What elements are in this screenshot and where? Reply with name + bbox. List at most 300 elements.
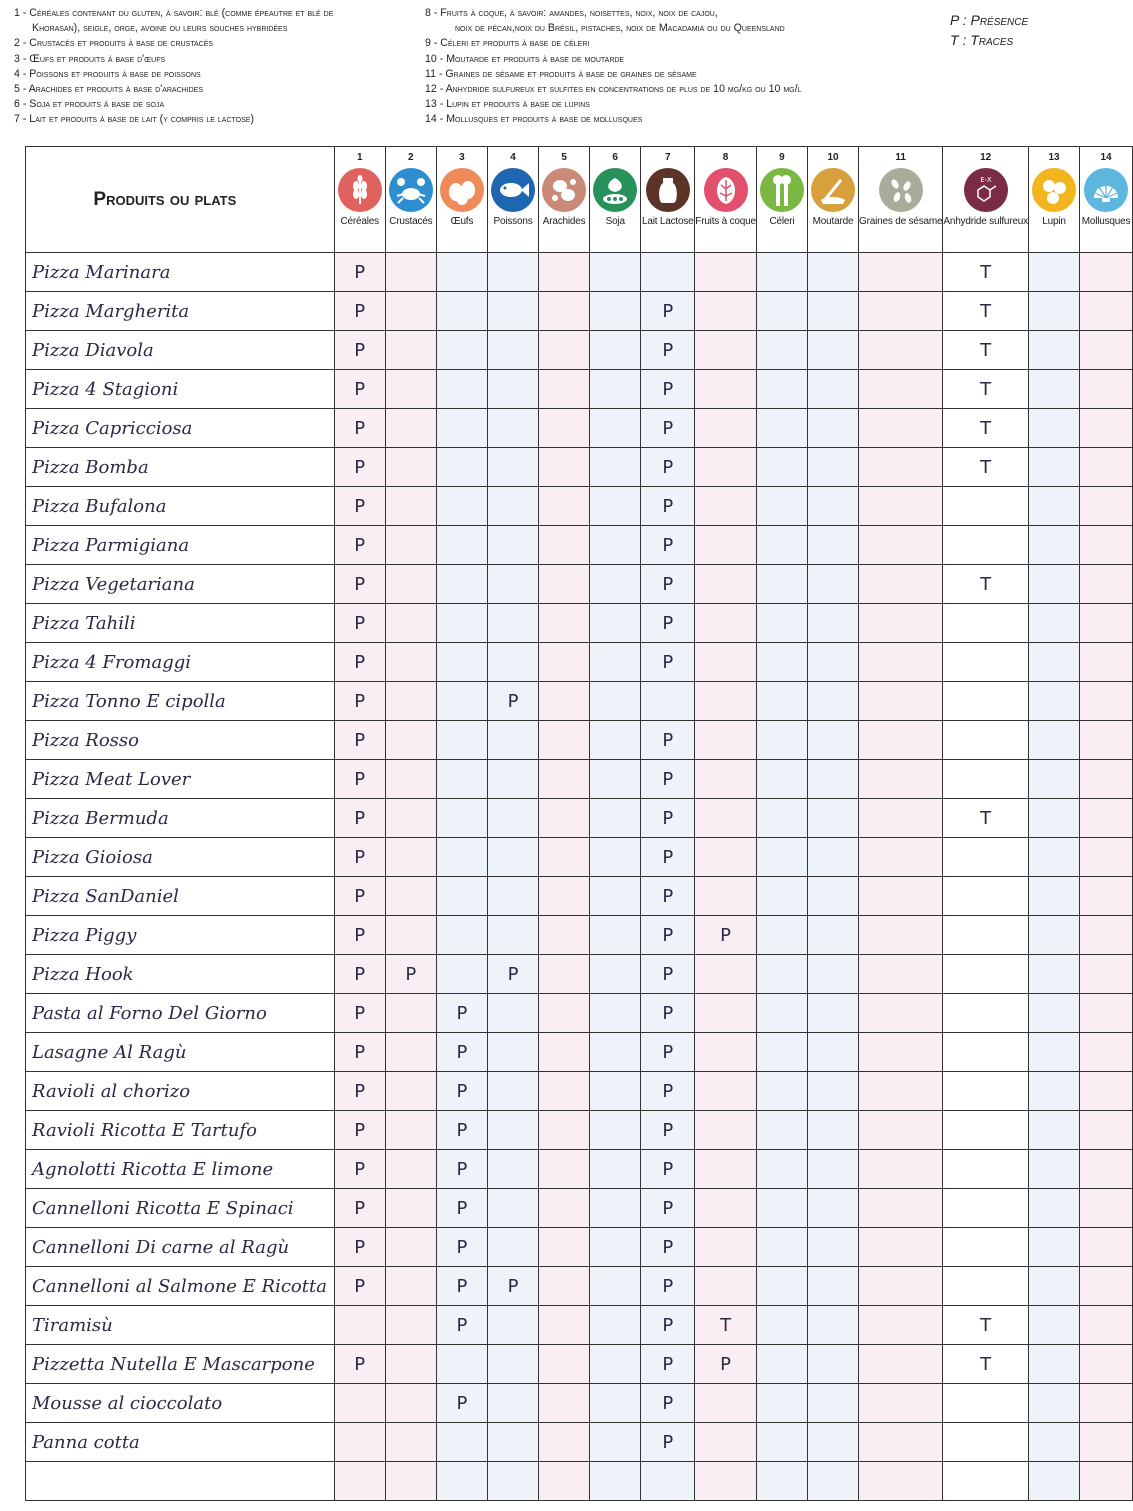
dish-name: Pizza Bufalona (26, 487, 335, 526)
allergen-mark: P (334, 565, 385, 604)
allergen-mark: P (641, 955, 695, 994)
allergen-mark: P (641, 994, 695, 1033)
allergen-mark (943, 1072, 1029, 1111)
allergen-mark (943, 643, 1029, 682)
table-row (26, 682, 1133, 721)
allergen-mark (807, 487, 858, 526)
allergen-mark (590, 721, 641, 760)
table-row (26, 292, 1133, 331)
allergen-mark (695, 253, 757, 292)
allergen-mark (756, 682, 807, 721)
allergen-mark: P (436, 1306, 487, 1345)
allergen-mark (943, 1462, 1029, 1501)
allergen-mark (756, 1072, 807, 1111)
dish-name: Cannelloni al Salmone E Ricotta (26, 1267, 335, 1306)
allergen-mark: P (641, 1423, 695, 1462)
allergen-mark (756, 955, 807, 994)
allergen-mark (756, 292, 807, 331)
allergen-mark (807, 409, 858, 448)
allergen-mark (1080, 838, 1133, 877)
allergen-mark (539, 565, 590, 604)
allergen-mark (1028, 565, 1079, 604)
allergen-mark: P (334, 487, 385, 526)
allergen-mark (1080, 1462, 1133, 1501)
allergen-mark (487, 370, 538, 409)
allergen-mark (539, 448, 590, 487)
allergen-mark (943, 877, 1029, 916)
allergen-mark: P (641, 1150, 695, 1189)
table-row (26, 526, 1133, 565)
allergen-mark (1028, 1345, 1079, 1384)
allergen-mark (859, 643, 943, 682)
allergen-mark: P (641, 1189, 695, 1228)
allergen-mark (1080, 760, 1133, 799)
allergen-mark (807, 1228, 858, 1267)
allergen-mark (943, 838, 1029, 877)
allergen-mark (1028, 1423, 1079, 1462)
allergen-mark (436, 877, 487, 916)
allergen-mark (539, 877, 590, 916)
table-row (26, 409, 1133, 448)
allergen-mark (695, 1111, 757, 1150)
allergen-mark (487, 1033, 538, 1072)
allergen-mark: P (334, 604, 385, 643)
table-row (26, 916, 1133, 955)
allergen-mark: P (641, 1267, 695, 1306)
allergen-mark (487, 877, 538, 916)
allergen-mark (859, 448, 943, 487)
allergen-mark (590, 643, 641, 682)
allergen-mark (943, 1150, 1029, 1189)
column-label: Graines de sésame (859, 216, 943, 227)
allergen-mark (807, 1345, 858, 1384)
dish-name: Lasagne Al Ragù (26, 1033, 335, 1072)
allergen-mark (539, 1423, 590, 1462)
dish-name: Ravioli Ricotta E Tartufo (26, 1111, 335, 1150)
allergen-mark: P (436, 1189, 487, 1228)
allergen-mark (487, 409, 538, 448)
allergen-mark (1028, 253, 1079, 292)
column-label: Arachides (542, 216, 586, 227)
allergen-mark (539, 760, 590, 799)
column-label: Poissons (493, 216, 533, 227)
allergen-mark (1080, 1306, 1133, 1345)
allergen-mark (539, 1267, 590, 1306)
allergen-mark (807, 1306, 858, 1345)
allergen-mark: P (334, 643, 385, 682)
allergen-mark (436, 331, 487, 370)
allergen-mark: P (487, 955, 538, 994)
allergen-mark (334, 1462, 385, 1501)
allergen-mark (539, 1111, 590, 1150)
allergen-mark: P (641, 799, 695, 838)
eggs-icon (440, 168, 484, 212)
allergen-mark (590, 292, 641, 331)
allergen-mark (859, 292, 943, 331)
allergen-mark (1028, 1228, 1079, 1267)
allergen-mark (590, 760, 641, 799)
column-label: Mollusques (1081, 216, 1131, 227)
allergen-mark (943, 955, 1029, 994)
allergen-mark: P (334, 994, 385, 1033)
allergen-mark: P (334, 526, 385, 565)
wheat-icon (338, 168, 382, 212)
nut-icon (704, 168, 748, 212)
allergen-column-14 (1080, 147, 1133, 253)
allergen-mark (385, 1423, 436, 1462)
allergen-mark (859, 994, 943, 1033)
allergen-mark: P (334, 409, 385, 448)
allergen-mark (1080, 1384, 1133, 1423)
allergen-column-6 (590, 147, 641, 253)
allergen-mark (1080, 370, 1133, 409)
allergen-mark (756, 370, 807, 409)
key-presence: P : Présence (950, 12, 1029, 28)
allergen-mark (385, 994, 436, 1033)
allergen-mark (943, 1111, 1029, 1150)
allergen-mark (1080, 994, 1133, 1033)
allergen-column-1 (334, 147, 385, 253)
allergen-mark: P (641, 331, 695, 370)
table-row (26, 1306, 1133, 1345)
allergen-mark (1028, 1462, 1079, 1501)
allergen-mark: T (695, 1306, 757, 1345)
allergen-mark (539, 643, 590, 682)
allergen-mark (539, 1306, 590, 1345)
allergen-mark (487, 565, 538, 604)
allergen-mark (1028, 1267, 1079, 1306)
table-row (26, 1072, 1133, 1111)
dish-name: Ravioli al chorizo (26, 1072, 335, 1111)
allergen-mark (539, 487, 590, 526)
allergen-mark: P (641, 565, 695, 604)
allergen-mark (695, 1423, 757, 1462)
dish-name: Panna cotta (26, 1423, 335, 1462)
allergen-mark (1080, 877, 1133, 916)
table-row (26, 799, 1133, 838)
dish-name: Pasta al Forno Del Giorno (26, 994, 335, 1033)
allergen-mark: P (436, 1267, 487, 1306)
allergen-mark (695, 448, 757, 487)
dish-name: Pizza Rosso (26, 721, 335, 760)
allergen-table (25, 146, 1133, 1501)
allergen-mark (859, 487, 943, 526)
allergen-mark (859, 1423, 943, 1462)
allergen-mark (1080, 1111, 1133, 1150)
dish-name: Pizza Bomba (26, 448, 335, 487)
column-label: Lupin (1042, 216, 1066, 227)
allergen-mark (385, 760, 436, 799)
legend-item: 3 - Œufs et produits à base d'œufs (14, 52, 166, 65)
allergen-mark (436, 721, 487, 760)
allergen-mark: P (334, 1189, 385, 1228)
allergen-mark (859, 682, 943, 721)
allergen-mark: T (943, 292, 1029, 331)
legend-item: 1 - Céréales contenant du gluten, à savoir: blé (comme épeautre et blé de (14, 7, 334, 19)
allergen-mark (807, 721, 858, 760)
allergen-mark (756, 1111, 807, 1150)
allergen-mark (859, 604, 943, 643)
allergen-mark (695, 565, 757, 604)
allergen-mark (859, 526, 943, 565)
allergen-mark (1028, 1033, 1079, 1072)
table-row (26, 643, 1133, 682)
allergen-mark: P (334, 1111, 385, 1150)
allergen-mark (859, 565, 943, 604)
allergen-mark (1028, 370, 1079, 409)
column-label: Moutarde (812, 216, 854, 227)
allergen-mark: P (641, 760, 695, 799)
allergen-mark (859, 1384, 943, 1423)
allergen-mark (1028, 760, 1079, 799)
table-row (26, 448, 1133, 487)
allergen-mark (1080, 253, 1133, 292)
allergen-mark (487, 1384, 538, 1423)
allergen-mark (385, 1384, 436, 1423)
dish-name: Tiramisù (26, 1306, 335, 1345)
allergen-mark (943, 1033, 1029, 1072)
allergen-mark: P (641, 916, 695, 955)
allergen-mark: P (641, 448, 695, 487)
allergen-mark (539, 526, 590, 565)
allergen-mark (1028, 1072, 1079, 1111)
dish-name: Pizza SanDaniel (26, 877, 335, 916)
legend-item: 11 - Graines de sésame et produits à base de graines de sésame (425, 67, 697, 80)
allergen-mark (807, 331, 858, 370)
allergen-mark (436, 955, 487, 994)
allergen-mark (385, 1462, 436, 1501)
allergen-mark (539, 1462, 590, 1501)
allergen-mark (807, 838, 858, 877)
legend-item: 14 - Mollusques et produits à base de mollusques (425, 113, 643, 126)
allergen-mark (807, 1384, 858, 1423)
allergen-mark (590, 799, 641, 838)
fish-icon (491, 168, 535, 212)
allergen-mark (695, 643, 757, 682)
allergen-mark (590, 565, 641, 604)
column-number: 2 (408, 152, 414, 163)
allergen-mark (943, 487, 1029, 526)
allergen-mark (695, 760, 757, 799)
allergen-mark (539, 721, 590, 760)
allergen-mark: P (487, 682, 538, 721)
soy-icon (593, 168, 637, 212)
allergen-mark (807, 1423, 858, 1462)
table-row (26, 1345, 1133, 1384)
allergen-mark (807, 955, 858, 994)
allergen-mark (756, 721, 807, 760)
allergen-mark: T (943, 799, 1029, 838)
allergen-mark (1028, 838, 1079, 877)
column-number: 12 (980, 152, 992, 163)
allergen-mark (807, 1072, 858, 1111)
dish-name: Pizza Tahili (26, 604, 335, 643)
column-number: 1 (356, 152, 363, 163)
dish-name: Pizza Tonno E cipolla (26, 682, 335, 721)
allergen-mark (539, 292, 590, 331)
table-row (26, 760, 1133, 799)
allergen-mark (859, 1189, 943, 1228)
allergen-mark (756, 643, 807, 682)
table-row (26, 838, 1133, 877)
allergen-mark (385, 838, 436, 877)
allergen-mark (807, 682, 858, 721)
allergen-mark: P (641, 877, 695, 916)
allergen-mark: T (943, 253, 1029, 292)
allergen-mark (590, 1072, 641, 1111)
allergen-mark (590, 682, 641, 721)
allergen-mark (1028, 1189, 1079, 1228)
allergen-mark (859, 916, 943, 955)
allergen-mark (859, 331, 943, 370)
allergen-mark (487, 1462, 538, 1501)
allergen-mark (695, 682, 757, 721)
allergen-mark (756, 331, 807, 370)
allergen-mark (807, 1033, 858, 1072)
legend-item: 5 - Arachides et produits à base d'arachides (14, 83, 204, 96)
allergen-mark (539, 370, 590, 409)
allergen-mark (943, 760, 1029, 799)
allergen-mark (1080, 331, 1133, 370)
allergen-mark (590, 1384, 641, 1423)
allergen-mark (1028, 721, 1079, 760)
table-row (26, 1189, 1133, 1228)
allergen-mark (385, 604, 436, 643)
allergen-mark: P (334, 838, 385, 877)
allergen-mark (807, 916, 858, 955)
allergen-mark (756, 1384, 807, 1423)
allergen-mark (1080, 799, 1133, 838)
allergen-mark (487, 526, 538, 565)
allergen-mark (859, 1150, 943, 1189)
allergen-column-5 (539, 147, 590, 253)
allergen-mark (859, 1306, 943, 1345)
table-row (26, 253, 1133, 292)
mustard-icon (811, 168, 855, 212)
allergen-mark (539, 1189, 590, 1228)
allergen-mark (539, 1228, 590, 1267)
allergen-mark (487, 1189, 538, 1228)
column-label: Fruits à coque (695, 216, 756, 227)
allergen-mark (590, 1306, 641, 1345)
allergen-mark (385, 682, 436, 721)
allergen-mark: P (641, 604, 695, 643)
allergen-mark (1028, 331, 1079, 370)
allergen-mark: P (334, 331, 385, 370)
column-number: 6 (612, 152, 618, 163)
allergen-column-7 (641, 147, 695, 253)
allergen-mark: P (436, 994, 487, 1033)
allergen-mark (1080, 1423, 1133, 1462)
allergen-mark (859, 955, 943, 994)
allergen-mark: P (641, 526, 695, 565)
allergen-column-3 (436, 147, 487, 253)
allergen-mark (385, 331, 436, 370)
allergen-mark (1028, 292, 1079, 331)
allergen-mark (1028, 604, 1079, 643)
column-label: Œufs (450, 216, 474, 227)
allergen-mark (590, 1345, 641, 1384)
allergen-mark (539, 409, 590, 448)
allergen-mark: P (695, 916, 757, 955)
allergen-mark (487, 916, 538, 955)
allergen-mark (756, 799, 807, 838)
legend-item: 2 - Crustacés et produits à base de crustacés (14, 37, 214, 50)
allergen-mark (943, 994, 1029, 1033)
allergen-mark (943, 1189, 1029, 1228)
allergen-mark (385, 643, 436, 682)
crab-icon (389, 168, 433, 212)
allergen-mark (943, 526, 1029, 565)
allergen-mark (539, 1345, 590, 1384)
allergen-mark (1080, 1228, 1133, 1267)
allergen-mark (756, 526, 807, 565)
allergen-mark: P (334, 448, 385, 487)
allergen-mark: P (641, 1228, 695, 1267)
allergen-mark (1080, 1345, 1133, 1384)
allergen-mark (807, 799, 858, 838)
allergen-mark (385, 292, 436, 331)
allergen-mark (436, 916, 487, 955)
allergen-mark (385, 877, 436, 916)
legend-item: 6 - Soja et produits à base de soja (14, 98, 165, 111)
allergen-mark (385, 1267, 436, 1306)
allergen-mark (436, 1345, 487, 1384)
allergen-mark (436, 1462, 487, 1501)
allergen-mark (539, 1033, 590, 1072)
allergen-mark (807, 604, 858, 643)
allergen-mark (756, 994, 807, 1033)
dish-name: Pizzetta Nutella E Mascarpone (26, 1345, 335, 1384)
allergen-mark (436, 409, 487, 448)
dish-name: Pizza Margherita (26, 292, 335, 331)
table-row (26, 1267, 1133, 1306)
allergen-mark (807, 526, 858, 565)
allergen-mark (695, 292, 757, 331)
allergen-mark (756, 565, 807, 604)
allergen-mark (859, 370, 943, 409)
allergen-column-12 (943, 147, 1029, 253)
allergen-mark (1080, 1033, 1133, 1072)
allergen-mark (1028, 1384, 1079, 1423)
allergen-mark (385, 526, 436, 565)
allergen-mark (943, 604, 1029, 643)
table-row (26, 565, 1133, 604)
allergen-mark (590, 1462, 641, 1501)
sulfite-molecule-icon (964, 168, 1008, 212)
allergen-mark: P (385, 955, 436, 994)
column-label: Crustacés (389, 216, 433, 227)
allergen-mark (1080, 604, 1133, 643)
allergen-mark: T (943, 370, 1029, 409)
key-traces: T : Traces (950, 32, 1014, 48)
table-row (26, 721, 1133, 760)
column-number: 5 (561, 152, 567, 163)
allergen-mark (385, 253, 436, 292)
allergen-mark: P (641, 292, 695, 331)
allergen-mark (539, 955, 590, 994)
legend-item: 12 - Anhydride sulfureux et sulfites en concentrations de plus de 10 mg/kg ou 10 mg/l (425, 83, 802, 96)
allergen-mark (590, 331, 641, 370)
allergen-mark: P (334, 1033, 385, 1072)
column-number: 11 (895, 152, 906, 163)
peanut-icon (542, 168, 586, 212)
allergen-mark (487, 1423, 538, 1462)
allergen-column-4 (487, 147, 538, 253)
allergen-mark (385, 487, 436, 526)
allergen-mark (385, 1072, 436, 1111)
allergen-mark (487, 604, 538, 643)
